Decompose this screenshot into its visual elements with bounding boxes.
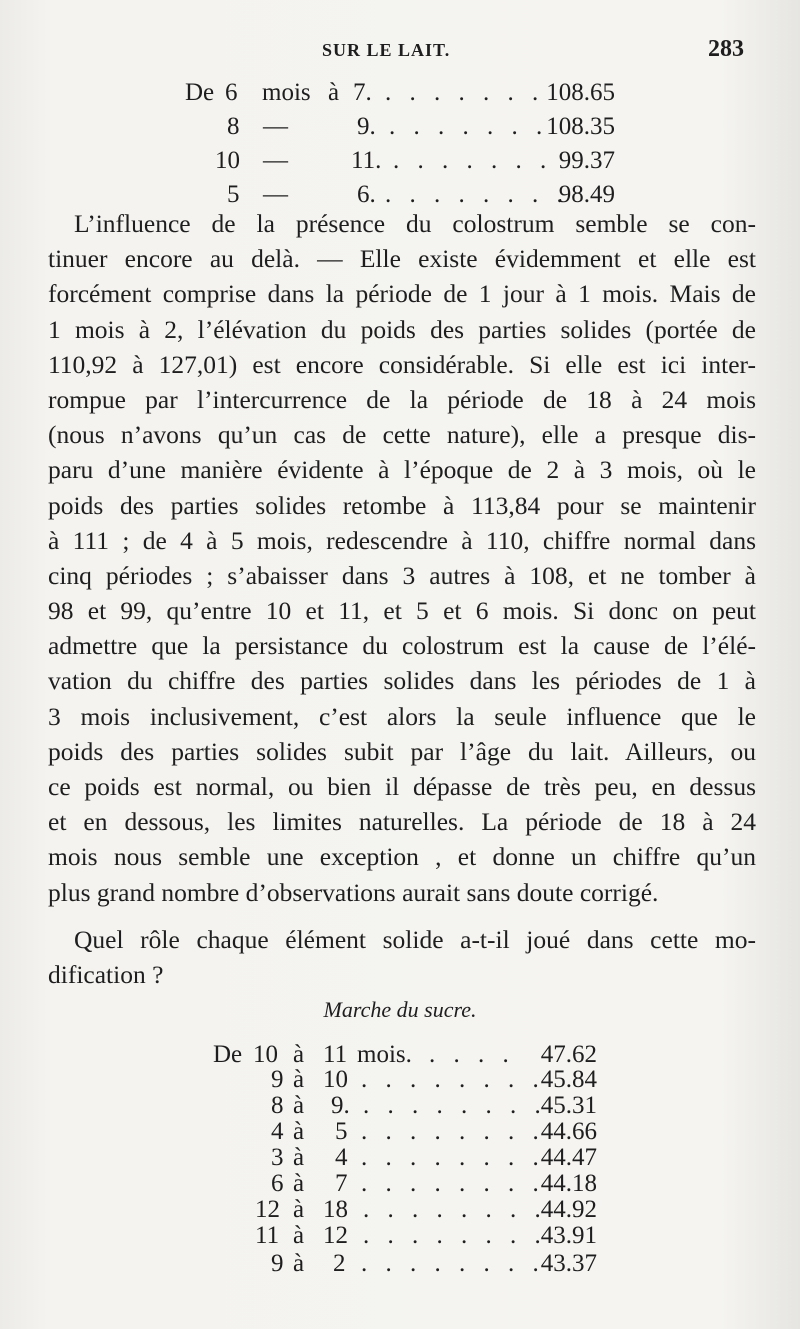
paragraph-colostrum: [48, 206, 756, 910]
row-to: 11.: [351, 147, 382, 174]
leader-dots: . . . . . . . .: [361, 1250, 545, 1277]
table-row: [185, 110, 615, 144]
text-line: 3 mois inclusivement, c’est alors la seule influence que le: [48, 701, 756, 731]
text-line: 1 mois à 2, l’élévation du poids des parties solides (portée de: [48, 314, 756, 344]
leader-dots: . . . . . . . .: [361, 1170, 545, 1197]
table-row: [213, 1247, 597, 1281]
text-line: poids des parties solides subit par l’âge du lait. Ailleurs, ou: [48, 736, 756, 766]
row-to: 5: [335, 1118, 348, 1145]
text-line: Quel rôle chaque élément solide a-t-il joué dans cette mo-: [74, 925, 756, 954]
leader-dots: . . . . . . . .: [363, 1092, 547, 1119]
row-value: 44.47: [540, 1144, 597, 1171]
row-value: 45.31: [540, 1092, 597, 1119]
row-separator: —: [263, 147, 288, 174]
text-line: plus grand nombre d’observations aurait sans doute corrigé.: [48, 877, 659, 907]
row-value: 43.37: [540, 1250, 597, 1277]
text-line: (nous n’avons qu’un cas de cette nature), elle a presque dis-: [48, 420, 756, 450]
row-value: 44.18: [540, 1170, 597, 1197]
row-separator: à: [293, 1250, 305, 1277]
row-from: 3: [271, 1144, 284, 1171]
row-to: 10: [323, 1066, 348, 1093]
row-value: 47.62: [540, 1041, 597, 1068]
text-line: 110,92 à 127,01) est encore considérable. Si elle est ici inter-: [48, 349, 756, 379]
text-line: paru d’une manière évidente à l’époque de 2 à 3 mois, où le: [48, 455, 756, 485]
row-from: 9: [271, 1250, 284, 1277]
page-number: 283: [708, 36, 744, 62]
row-value: 43.91: [540, 1222, 597, 1249]
leader-dots: . . . . . . . .: [363, 1196, 547, 1223]
row-from: 6: [271, 1170, 284, 1197]
text-line: ce poids est normal, ou bien il dépasse de très peu, en dessus: [48, 772, 756, 801]
row-separator: à: [293, 1118, 305, 1145]
text-line: rompue par l’intercurrence de la période de 18 à 24 mois: [48, 384, 756, 414]
row-from: 8: [227, 113, 240, 140]
row-value: 98.49: [558, 181, 615, 208]
row-to: 6.: [357, 181, 376, 208]
leader-dots: . . . .: [429, 1041, 515, 1068]
row-to: 18: [323, 1196, 348, 1223]
text-line: forcément comprise dans la période de 1 jour à 1 mois. Mais de: [48, 279, 756, 309]
row-from: 4: [271, 1118, 284, 1145]
running-title: SUR LE LAIT.: [322, 40, 451, 60]
row-to: 2: [333, 1250, 346, 1277]
text-line: 98 et 99, qu’entre 10 et 11, et 5 et 6 mois. Si donc on peut: [48, 596, 756, 626]
text-line: L’influence de la présence du colostrum semble se con-: [74, 209, 756, 238]
text-line: à 111 ; de 4 à 5 mois, redescendre à 110, chiffre normal dans: [48, 525, 756, 555]
row-separator: à: [293, 1092, 305, 1119]
table-row: [185, 144, 615, 178]
row-separator: à: [293, 1196, 305, 1223]
row-value: 108.35: [546, 113, 615, 140]
row-separator: —: [263, 113, 288, 140]
text-line: tinuer encore au delà. — Elle existe évidemment et elle est: [48, 244, 756, 274]
row-separator: —: [263, 181, 288, 208]
leader-dots: . . . . . . . .: [361, 1066, 545, 1093]
leader-dots: . . . . . . .: [389, 113, 549, 140]
row-prefix: De: [213, 1041, 243, 1068]
row-separator: à: [293, 1066, 305, 1093]
row-from: 8: [271, 1092, 284, 1119]
text-line: dification ?: [48, 960, 164, 990]
running-header: [0, 36, 800, 70]
row-to: 7: [335, 1170, 348, 1197]
row-value: 45.84: [540, 1066, 597, 1093]
text-line: mois nous semble une exception , et donne un chiffre qu’un: [48, 842, 756, 872]
row-value: 99.37: [558, 147, 615, 174]
row-from: 6: [225, 79, 238, 106]
table-row: [185, 76, 615, 110]
leader-dots: . . . . . . . .: [361, 1118, 545, 1145]
row-separator: à: [293, 1041, 305, 1068]
row-to: 12: [323, 1222, 348, 1249]
text-line: poids des parties solides retombe à 113,84 pour se maintenir: [48, 490, 756, 520]
row-unit: mois: [262, 79, 311, 106]
text-line: cinq périodes ; s’abaisser dans 3 autres à 108, et ne tomber à: [48, 560, 756, 590]
row-to: 9.: [331, 1092, 350, 1119]
row-to: 9.: [357, 113, 376, 140]
row-from: 10: [215, 147, 240, 174]
leader-dots: . . . . . . . .: [385, 181, 569, 208]
row-separator: à: [328, 79, 340, 106]
row-separator: à: [293, 1170, 305, 1197]
row-from: 11: [255, 1222, 280, 1249]
row-value: 108.65: [546, 79, 615, 106]
text-line: admettre que la persistance du colostrum est la cause de l’élé-: [48, 631, 756, 661]
row-from: 10: [253, 1041, 278, 1068]
leader-dots: . . . . . . .: [385, 79, 545, 106]
row-separator: à: [293, 1144, 305, 1171]
row-value: 44.66: [540, 1118, 597, 1145]
row-from: 9: [271, 1066, 284, 1093]
paragraph-question: [48, 922, 756, 992]
row-from: 5: [227, 181, 240, 208]
leader-dots: . . . . . . . .: [361, 1144, 545, 1171]
row-to: 11: [323, 1041, 348, 1068]
row-value: 44.92: [540, 1196, 597, 1223]
leader-dots: . . . . . . . .: [363, 1222, 547, 1249]
leader-dots: . . . . . . .: [393, 147, 553, 174]
row-prefix: De: [185, 79, 215, 106]
row-separator: à: [293, 1222, 305, 1249]
row-from: 12: [255, 1196, 280, 1223]
text-line: vation du chiffre des parties solides dans les périodes de 1 à: [48, 666, 756, 696]
section-caption: Marche du sucre.: [323, 997, 477, 1022]
row-to: 4: [335, 1144, 348, 1171]
text-line: et en dessous, les limites naturelles. La période de 18 à 24: [48, 807, 756, 837]
row-unit: mois.: [357, 1041, 412, 1068]
row-to: 7.: [353, 79, 372, 106]
